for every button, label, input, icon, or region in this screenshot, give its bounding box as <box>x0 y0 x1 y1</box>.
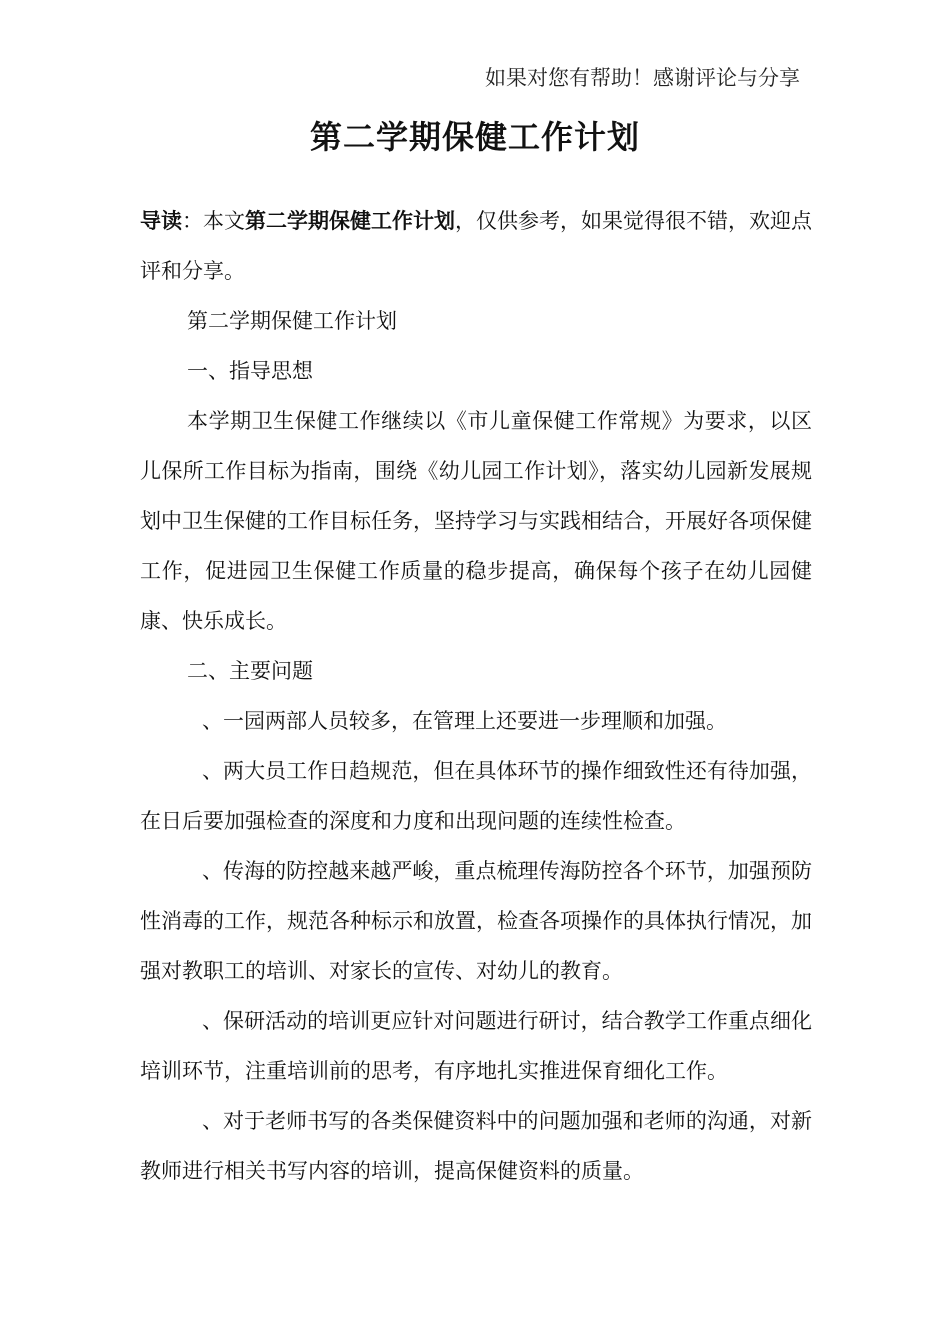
intro-colon: ： <box>182 209 203 233</box>
document-body <box>140 196 812 1196</box>
subtitle: 第二学期保健工作计划 <box>187 309 397 333</box>
intro-post: ，仅供参考，如果觉得很不错，欢迎点评和分享。 <box>140 209 812 283</box>
section-heading-1: 一、指导思想 <box>187 359 313 383</box>
list-item: 、保研活动的培训更应针对问题进行研讨，结合教学工作重点细化培训环节，注重培训前的思考，有序地扎实推进保育细化工作。 <box>140 1009 812 1083</box>
document-title: 第二学期保健工作计划 <box>309 118 640 156</box>
list-item: 、传海的防控越来越严峻，重点梳理传海防控各个环节，加强预防性消毒的工作，规范各种标示和放置，检查各项操作的具体执行情况，加强对教职工的培训、对家长的宣传、对幼儿的教育。 <box>140 859 812 983</box>
intro-bold-title: 第二学期保健工作计划 <box>245 209 455 233</box>
header-note: 如果对您有帮助！感谢评论与分享 <box>485 66 800 90</box>
intro-label: 导读 <box>140 209 182 233</box>
intro-pre: 本文 <box>203 209 245 233</box>
list-item: 、对于老师书写的各类保健资料中的问题加强和老师的沟通，对新教师进行相关书写内容的培训，提高保健资料的质量。 <box>140 1109 812 1183</box>
section-heading-2: 二、主要问题 <box>187 659 313 683</box>
list-item: 、两大员工作日趋规范，但在具体环节的操作细致性还有待加强，在日后要加强检查的深度和力度和出现问题的连续性检查。 <box>140 759 812 833</box>
intro-paragraph <box>140 196 812 296</box>
section-body-1: 本学期卫生保健工作继续以《市儿童保健工作常规》为要求，以区儿保所工作目标为指南，围绕《幼儿园工作计划》，落实幼儿园新发展规划中卫生保健的工作目标任务，坚持学习与实践相结合，开展好各项保健工作，促进园卫生保健工作质量的稳步提高，确保每个孩子在幼儿园健康、快乐成长。 <box>140 409 812 633</box>
list-item: 、一园两部人员较多，在管理上还要进一步理顺和加强。 <box>202 709 727 733</box>
